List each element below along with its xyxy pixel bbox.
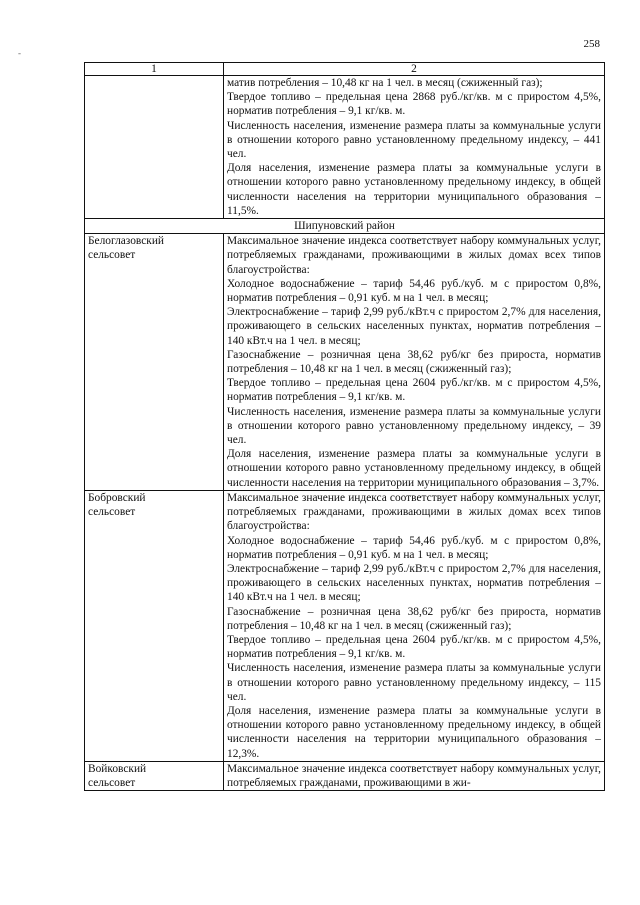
table-row xyxy=(85,234,605,491)
paragraph: матив потребления – 10,48 кг на 1 чел. в месяц (сжиженный газ); xyxy=(227,77,543,89)
paragraph: Газоснабжение – розничная цена 38,62 руб/кг без прироста, норматив потребления – 10,48 кг на 1 чел. в месяц (сжиженный газ); xyxy=(227,348,601,376)
paragraph: Электроснабжение – тариф 2,99 руб./кВт.ч с приростом 2,7% для населения, проживающего в сельских населенных пунктах, норматив потребления – 140 кВт.ч на 1 чел. в месяц; xyxy=(227,562,601,604)
data-table xyxy=(84,62,605,791)
paragraph: Твердое топливо – предельная цена 2604 руб./кг/кв. м с приростом 4,5%, норматив потребления – 9,1 кг/кв. м. xyxy=(227,377,601,404)
paragraph: Максимальное значение индекса соответствует набору коммунальных услуг, потребляемых гражданами, проживающими в жилых домах всех типов благоустройства: xyxy=(227,491,601,533)
paragraph: Максимальное значение индекса соответствует набору коммунальных услуг, потребляемых гражданами, проживающими в жи- xyxy=(227,762,601,789)
entity-name: Бобровский сельсовет xyxy=(85,490,224,761)
table-row xyxy=(85,490,605,761)
continuation-entity-cell xyxy=(85,76,224,219)
margin-mark: - xyxy=(18,48,21,58)
district-name: Шипуновский район xyxy=(85,219,605,234)
paragraph: Твердое топливо – предельная цена 2868 руб./кг/кв. м с приростом 4,5%, норматив потребления – 9,1 кг/кв. м. xyxy=(227,91,601,118)
continuation-row xyxy=(85,76,605,219)
table-header-row xyxy=(85,63,605,76)
entity-text-cell xyxy=(224,761,605,790)
paragraph: Электроснабжение – тариф 2,99 руб./кВт.ч с приростом 2,7% для населения, проживающего в сельских населенных пунктах, норматив потребления – 140 кВт.ч на 1 чел. в месяц; xyxy=(227,306,601,347)
page-number: 258 xyxy=(583,38,600,50)
district-row xyxy=(85,219,605,234)
paragraph: Доля населения, изменение размера платы за коммунальные услуги в отношении которого равно установленному предельному индексу, в общей численности населения на территории муниципального образования – 12,3%. xyxy=(227,704,601,760)
entity-name: Белоглазовский сельсовет xyxy=(85,234,224,491)
paragraph: Численность населения, изменение размера платы за коммунальные услуги в отношении которого равно установленному предельному индексу, – 39 чел. xyxy=(227,405,601,447)
paragraph: Доля населения, изменение размера платы за коммунальные услуги в отношении которого равно установленному предельному индексу, в общей численности населения на территории муниципального образования – 11,5%. xyxy=(227,162,601,217)
paragraph: Численность населения, изменение размера платы за коммунальные услуги в отношении которого равно установленному предельному индексу, – 115 чел. xyxy=(227,662,601,703)
column-header-2: 2 xyxy=(224,63,605,76)
paragraph: Численность населения, изменение размера платы за коммунальные услуги в отношении которого равно установленному предельному индексу, – 441 чел. xyxy=(227,119,601,161)
paragraph: Доля населения, изменение размера платы за коммунальные услуги в отношении которого равно установленному предельному индексу, в общей численности населения на территории муниципального образования – 3,7%. xyxy=(227,448,601,489)
entity-text-cell xyxy=(224,490,605,761)
column-header-1: 1 xyxy=(85,63,224,76)
continuation-text-cell xyxy=(224,76,605,219)
paragraph: Газоснабжение – розничная цена 38,62 руб/кг без прироста, норматив потребления – 10,48 кг на 1 чел. в месяц (сжиженный газ); xyxy=(227,605,601,632)
entity-text-cell xyxy=(224,234,605,491)
paragraph: Холодное водоснабжение – тариф 54,46 руб./куб. м с приростом 0,8%, норматив потребления – 0,91 куб. м на 1 чел. в месяц; xyxy=(227,277,601,305)
paragraph: Максимальное значение индекса соответствует набору коммунальных услуг, потребляемых гражданами, проживающими в жилых домах всех типов благоустройства: xyxy=(227,235,601,276)
paragraph: Холодное водоснабжение – тариф 54,46 руб./куб. м с приростом 0,8%, норматив потребления – 0,91 куб. м на 1 чел. в месяц; xyxy=(227,534,601,561)
table-row xyxy=(85,761,605,790)
paragraph: Твердое топливо – предельная цена 2604 руб./кг/кв. м с приростом 4,5%, норматив потребления – 9,1 кг/кв. м. xyxy=(227,633,601,661)
entity-name: Войковский сельсовет xyxy=(85,761,224,790)
